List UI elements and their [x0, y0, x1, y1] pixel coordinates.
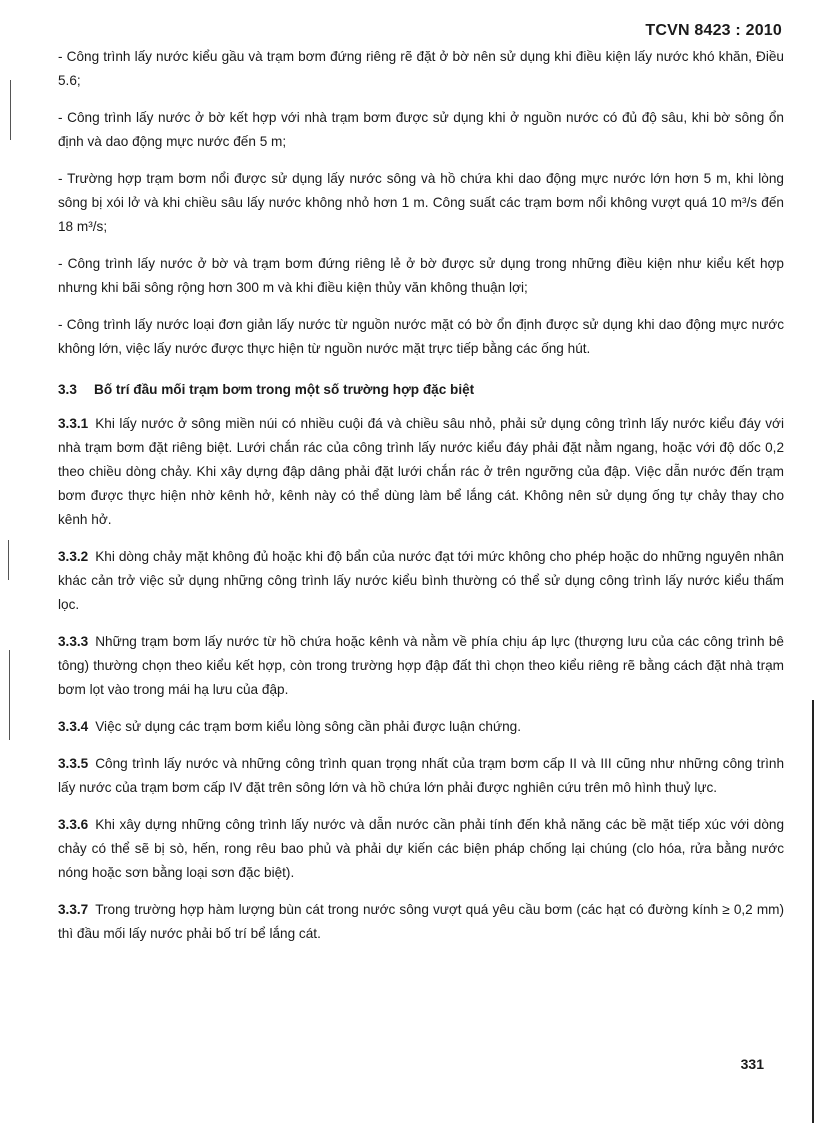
clause-paragraph — [58, 715, 784, 739]
page-content — [58, 45, 784, 959]
bullet-item: - Trường hợp trạm bơm nổi được sử dụng lấy nước sông và hồ chứa khi dao động mực nước lớn hơn 5 m, khi lòng sông bị xói lở và khi chiều sâu lấy nước không nhỏ hơn 1 m. Công suất các trạm bơm nổi không vượt quá 10 m³/s đến 18 m³/s; — [58, 171, 784, 234]
bullet-item: - Công trình lấy nước loại đơn giản lấy nước từ nguồn nước mặt có bờ ổn định được sử dụng khi dao động mực nước không lớn, việc lấy nước được thực hiện từ nguồn nước mặt trực tiếp bằng các ống hút. — [58, 317, 784, 356]
clause-text: Khi lấy nước ở sông miền núi có nhiều cuội đá và chiều sâu nhỏ, phải sử dụng công trình lấy nước kiểu đáy với nhà trạm bơm đặt riêng biệt. Lưới chắn rác của công trình lấy nước kiểu đáy phải đặt nằm ngang, hoặc với độ dốc 0,2 theo chiều dòng chảy. Khi xây dựng đập dâng phải đặt lưới chắn rác ở trên ngưỡng của đập. Việc dẫn nước đến trạm bơm được thực hiện nhờ kênh hở, kênh này có thể dùng làm bể lắng cát. Không nên sử dụng ống tự chảy thay cho kênh hở. — [58, 416, 784, 527]
bullet-item: - Công trình lấy nước kiểu gầu và trạm bơm đứng riêng rẽ đặt ở bờ nên sử dụng khi điều kiện lấy nước khó khăn, Điều 5.6; — [58, 49, 784, 88]
clause-number: 3.3.3 — [58, 634, 89, 649]
page-number: 331 — [740, 1056, 764, 1072]
clause-paragraph — [58, 545, 784, 617]
clause-number: 3.3.6 — [58, 817, 89, 832]
clause-text: Việc sử dụng các trạm bơm kiểu lòng sông cần phải được luận chứng. — [95, 719, 521, 734]
clause-text: Trong trường hợp hàm lượng bùn cát trong nước sông vượt quá yêu cầu bơm (các hạt có đường kính ≥ 0,2 mm) thì đầu mối lấy nước phải bố trí bể lắng cát. — [58, 902, 784, 941]
scan-margin-mark — [8, 540, 9, 580]
section-heading — [58, 378, 784, 402]
document-code-header: TCVN 8423 : 2010 — [645, 22, 782, 39]
clause-paragraph — [58, 813, 784, 885]
clause-text: Những trạm bơm lấy nước từ hồ chứa hoặc kênh và nằm về phía chịu áp lực (thượng lưu của các công trình bê tông) thường chọn theo kiểu kết hợp, còn trong trường hợp đập đất thì chọn theo kiểu riêng rẽ bằng cách đặt nhà trạm bơm lọt vào trong mái hạ lưu của đập. — [58, 634, 784, 697]
clause-number: 3.3.7 — [58, 902, 89, 917]
section-number: 3.3 — [58, 382, 77, 397]
scan-margin-mark — [9, 650, 10, 740]
clause-text: Khi xây dựng những công trình lấy nước và dẫn nước cần phải tính đến khả năng các bề mặt tiếp xúc với dòng chảy có thể sẽ bị sò, hến, rong rêu bao phủ và phải dự kiến các biện pháp chống lại chúng (clo hóa, rửa bằng nước nóng hoặc sơn bằng loại sơn đặc biệt). — [58, 817, 784, 880]
clause-number: 3.3.4 — [58, 719, 89, 734]
clause-number: 3.3.1 — [58, 416, 89, 431]
bullet-item: - Công trình lấy nước ở bờ và trạm bơm đứng riêng lẻ ở bờ được sử dụng trong những điều kiện như kiểu kết hợp nhưng khi bãi sông rộng hơn 300 m và khi điều kiện thủy văn không thuận lợi; — [58, 256, 784, 295]
clause-number: 3.3.2 — [58, 549, 89, 564]
clause-paragraph — [58, 630, 784, 702]
scan-margin-mark — [10, 80, 11, 140]
clause-paragraph — [58, 752, 784, 800]
bullet-item: - Công trình lấy nước ở bờ kết hợp với nhà trạm bơm được sử dụng khi ở nguồn nước có đủ độ sâu, khi bờ sông ổn định và dao động mực nước đến 5 m; — [58, 110, 784, 149]
clause-number: 3.3.5 — [58, 756, 89, 771]
section-title: Bố trí đầu mối trạm bơm trong một số trường hợp đặc biệt — [94, 382, 475, 397]
clause-paragraph — [58, 412, 784, 532]
scan-edge-line — [812, 700, 814, 1123]
clause-text: Khi dòng chảy mặt không đủ hoặc khi độ bẩn của nước đạt tới mức không cho phép hoặc do những nguyên nhân khác cản trở việc sử dụng những công trình lấy nước kiểu bình thường có thể sử dụng công trình lấy nước kiểu thấm lọc. — [58, 549, 784, 612]
clause-text: Công trình lấy nước và những công trình quan trọng nhất của trạm bơm cấp II và III cũng như những công trình lấy nước của trạm bơm cấp IV đặt trên sông lớn và hồ chứa lớn phải được nghiên cứu trên mô hình thuỷ lực. — [58, 756, 784, 795]
clause-paragraph — [58, 898, 784, 946]
